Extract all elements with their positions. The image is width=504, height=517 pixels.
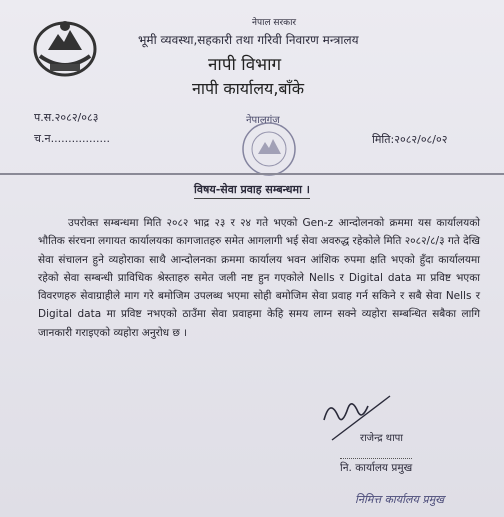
- ministry-name: भूमी व्यवस्था,सहकारी तथा गरिवी निवारण मन्त्रालय: [138, 33, 359, 47]
- header-divider: [0, 173, 504, 175]
- signatory-post: नि. कार्यालय प्रमुख: [340, 458, 412, 475]
- department-name: नापी विभाग: [208, 55, 282, 75]
- letter-date: मिति:२०८२/०८/०२: [372, 133, 448, 146]
- letter-body: उपरोक्त सम्बन्धमा मिति २०८२ भाद्र २३ र २४ गते भएको Gen-z आन्दोलनको क्रममा यस कार्यालयको भौतिक संरचना लगायत कार्यालयका कागजातहरु समेत आगलागी भई सेवा अवरुद्ध रहेकोले मिति २०८२/८/३ गते देखि सेवा संचालन हुने व्यहोराका साथै आन्दोलनका क्रममा कार्यालय भवन आंशिक रुपमा क्षति भएको हुँदा कार्यालयमा रहेको सेवा सम्बन्धी प्राविधिक श्रेस्ताहरु समेत जली नष्ट हुन गएकोले Nells र Digital data मा प्रविष्ट भएका विवरणहरु सेवाग्राहीले माग गरे बमोजिम उपलब्ध भएमा सोही बमोजिम सेवा प्रवाह गर्न सकिने र सबै सेवा Nells र Digital data मा प्रविष्ट नभएको ठाउँमा सेवा प्रवाहमा केहि समय लाग्न सक्ने व्यहोरा सम्बन्धित सबैका लागि जानकारी गराइएको व्यहोरा अनुरोध छ ।: [38, 217, 480, 339]
- dispatch-number: च.न.................: [34, 132, 111, 145]
- government-name: नेपाल सरकार: [252, 18, 297, 28]
- subject-line: विषय-सेवा प्रवाह सम्बन्धमा ।: [194, 182, 310, 199]
- office-seal-icon: [238, 118, 300, 180]
- letter-number: प.स.२०८२/०८३: [34, 111, 99, 124]
- signatory-name: राजेन्द्र थापा: [360, 433, 403, 444]
- designation-stamp: निमित्त कार्यालय प्रमुख: [355, 493, 445, 506]
- seal-text: नेपालगंज: [246, 115, 280, 126]
- nepal-emblem-icon: [30, 16, 100, 78]
- office-name: नापी कार्यालय,बाँके: [192, 79, 304, 98]
